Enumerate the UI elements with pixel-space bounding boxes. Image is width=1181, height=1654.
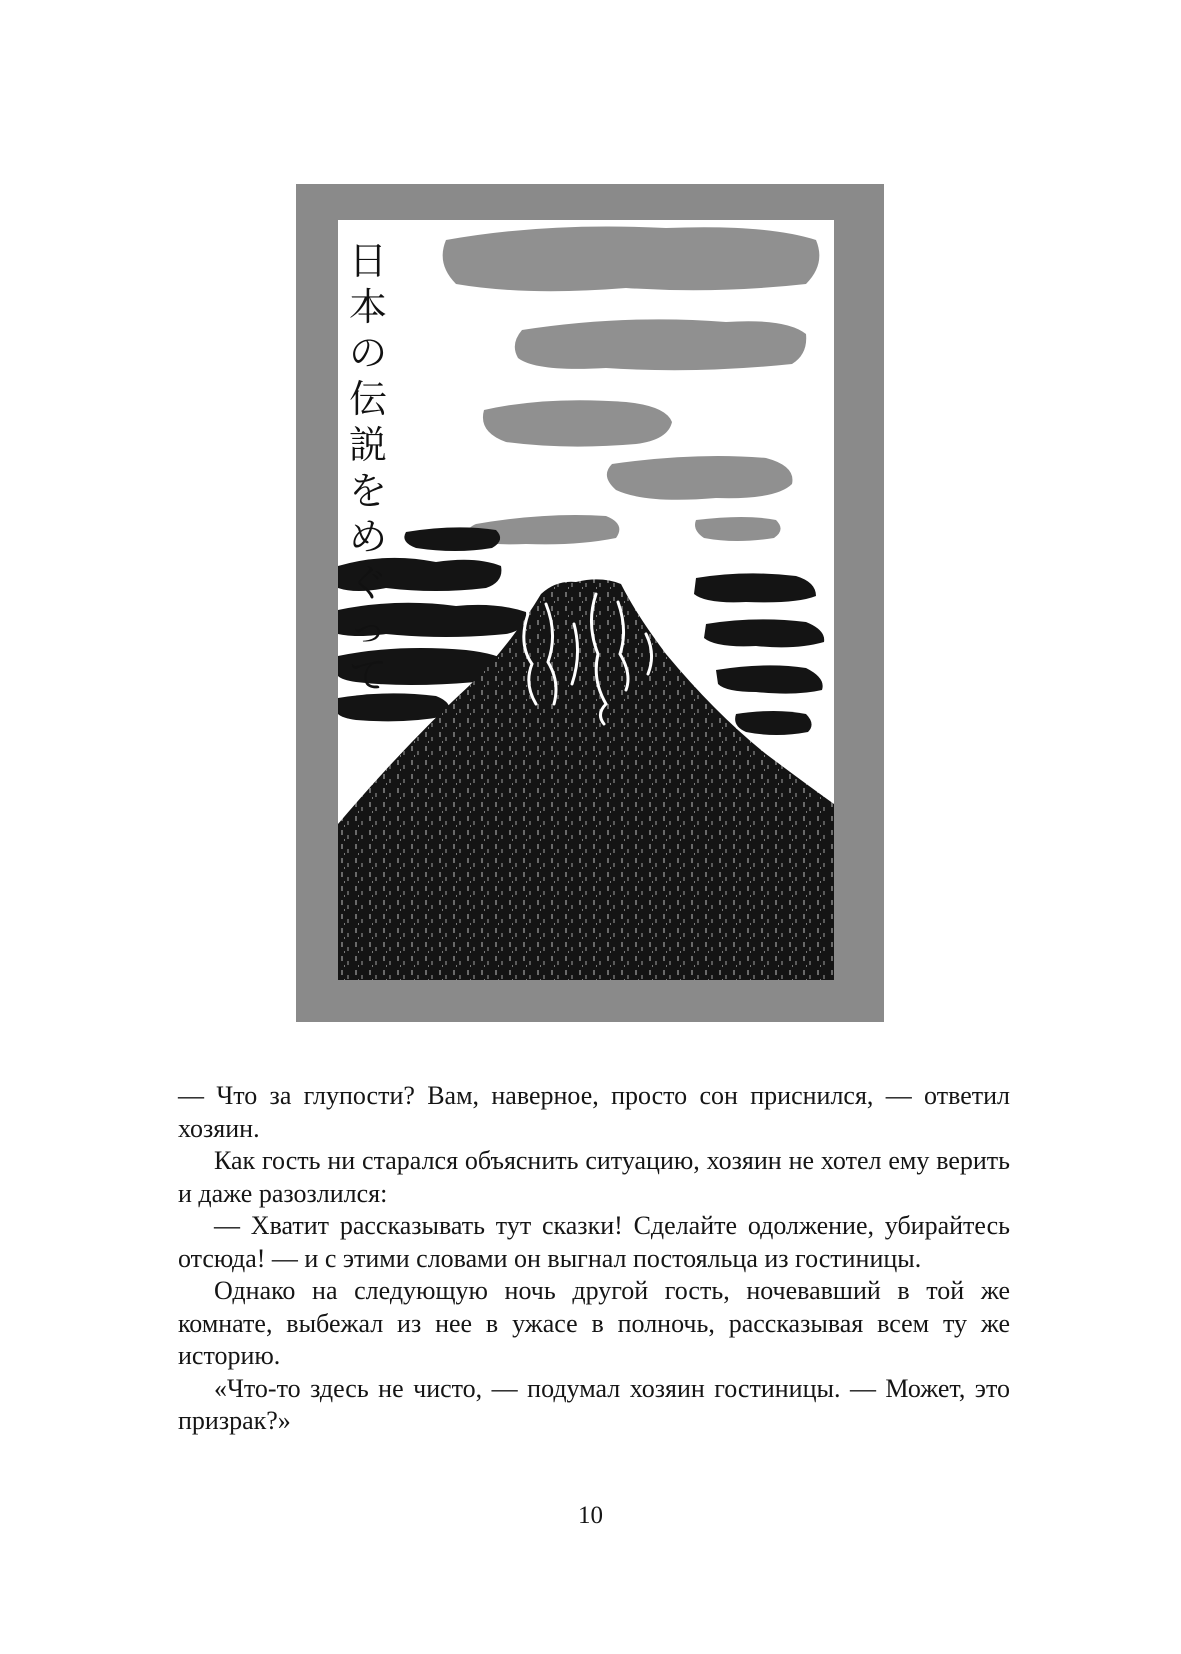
title-char: っ xyxy=(348,607,387,651)
body-text xyxy=(178,1080,1010,1438)
paragraph: Как гость ни старался объяснить ситуацию, хозяин не хотел ему верить и даже разозлился: xyxy=(178,1146,1010,1208)
page-number: 10 xyxy=(578,1502,603,1529)
vertical-japanese-title xyxy=(344,238,392,698)
paragraph: — Что за глупости? Вам, наверное, просто сон приснился, — ответил хозяин. xyxy=(178,1081,1010,1143)
paragraph: Однако на следующую ночь другой гость, ночевавший в той же комнате, выбежал из нее в ужасе в полночь, рассказывая всем ту же историю. xyxy=(178,1276,1010,1370)
title-char: を xyxy=(348,469,387,513)
paragraph: — Хватит рассказывать тут сказки! Сделайте одолжение, убирайтесь отсюда! — и с этими словами он выгнал постояльца из гостиницы. xyxy=(178,1211,1010,1273)
title-char: 説 xyxy=(348,423,387,467)
title-char: ぐ xyxy=(348,561,387,605)
paragraph: «Что-то здесь не чисто, — подумал хозяин гостиницы. — Может, это призрак?» xyxy=(178,1373,1010,1435)
book-illustration xyxy=(296,184,884,1022)
title-char: の xyxy=(348,331,387,375)
title-char: め xyxy=(348,515,387,559)
title-char: 伝 xyxy=(348,377,387,421)
title-char: 本 xyxy=(348,285,387,329)
title-char: 日 xyxy=(348,239,387,283)
title-char: て xyxy=(348,653,387,697)
